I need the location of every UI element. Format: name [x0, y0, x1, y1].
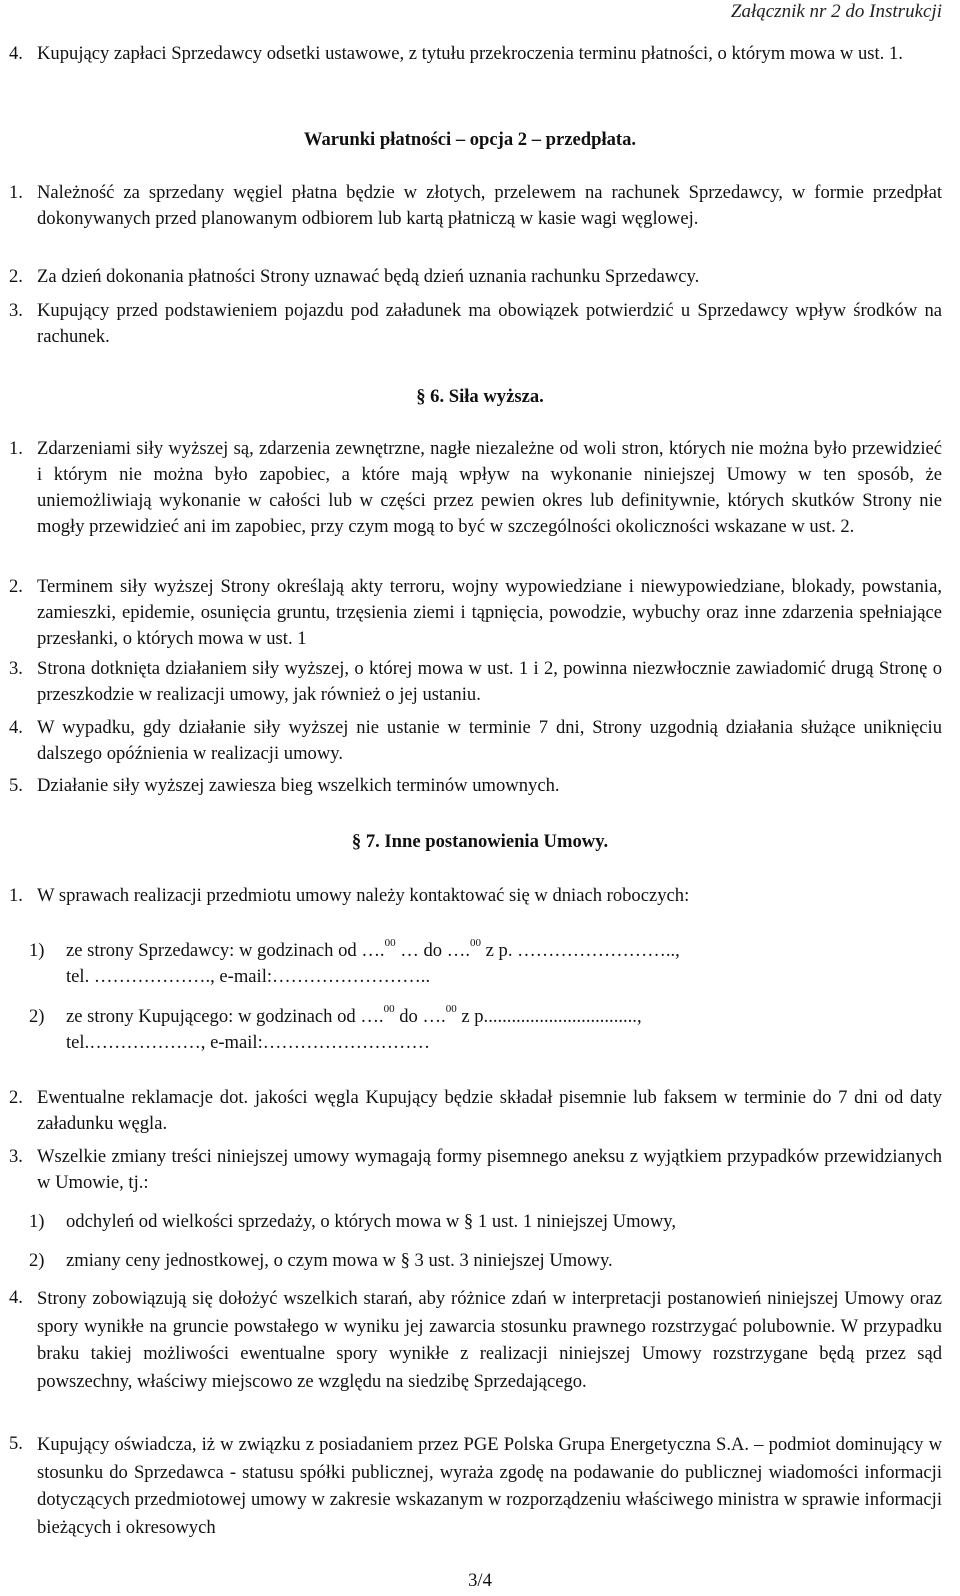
paragraph-text: Kupujący zapłaci Sprzedawcy odsetki ustawowe, z tytułu przekroczenia terminu płatności, o którym mowa w ust. 1. [37, 43, 903, 64]
paragraph-text: Wszelkie zmiany treści niniejszej umowy wymagają formy pisemnego aneksu z wyjątkiem przypadków przewidzianych w Umowie, tj.: [37, 1146, 942, 1193]
payment-item-3 [9, 298, 942, 350]
paragraph-number: 4. [9, 43, 23, 64]
paragraph-number: 2. [9, 266, 23, 287]
section-7-heading: § 7. Inne postanowienia Umowy. [351, 831, 609, 852]
list-number: 2) [29, 1006, 45, 1027]
list-number: 1) [29, 1211, 45, 1232]
list-number: 1) [29, 940, 45, 961]
payment-heading: Warunki płatności – opcja 2 – przedpłata. [303, 129, 637, 150]
paragraph-number: 2. [9, 1087, 23, 1108]
paragraph-text: Ewentualne reklamacje dot. jakości węgla Kupujący będzie składał pisemnie lub faksem w terminie do 7 dni od daty załadunku węgla. [37, 1087, 942, 1134]
paragraph-number: 2. [9, 576, 23, 597]
other-item-5 [9, 1431, 942, 1541]
contact-phone-email: tel. ………………., e-mail:…………………….. [66, 966, 431, 987]
other-item-4 [9, 1285, 942, 1395]
contact-hours-to: do …. [394, 1006, 446, 1027]
contact-seller [29, 938, 942, 990]
minutes-superscript: 00 [469, 936, 481, 949]
paragraph-text: W wypadku, gdy działanie siły wyższej nie ustanie w terminie 7 dni, Strony uzgodnią działania służące uniknięciu dalszego opóźnienia w realizacji umowy. [37, 717, 942, 764]
force-item-2 [9, 574, 942, 652]
paragraph-number: 4. [9, 1287, 23, 1308]
paragraph-number: 1. [9, 438, 23, 459]
paragraph-number: 5. [9, 775, 23, 796]
paragraph-text: Kupujący przed podstawieniem pojazdu pod załadunek ma obowiązek potwierdzić u Sprzedawcy wpływ środków na rachunek. [37, 300, 942, 347]
list-text: zmiany ceny jednostkowej, o czym mowa w § 3 ust. 3 niniejszej Umowy. [66, 1250, 613, 1271]
list-text: odchyleń od wielkości sprzedaży, o których mowa w § 1 ust. 1 niniejszej Umowy, [66, 1211, 677, 1232]
contact-person: z p................................., [456, 1006, 642, 1027]
paragraph-text: W sprawach realizacji przedmiotu umowy należy kontaktować się w dniach roboczych: [37, 885, 690, 906]
force-item-3 [9, 656, 942, 708]
paragraph-number: 3. [9, 300, 23, 321]
attachment-label: Załącznik nr 2 do Instrukcji [730, 1, 942, 22]
paragraph-text: Terminem siły wyższej Strony określają akty terroru, wojny wypowiedziane i niewypowiedziane, blokady, powstania, zamieszki, epidemie, osunięcia gruntu, trzęsienia ziemi i tąpnięcia, powodzie, wybuchy oraz inne zdarzenia spełniające przesłanki, o których mowa w ust. 1 [37, 576, 942, 649]
paragraph-number: 5. [9, 1433, 23, 1454]
minutes-superscript: 00 [445, 1002, 457, 1015]
section-6-heading: § 6. Siła wyższa. [416, 386, 544, 407]
paragraph-number: 4. [9, 717, 23, 738]
minutes-superscript: 00 [384, 936, 396, 949]
paragraph-text: Strony zobowiązują się dołożyć wszelkich starań, aby różnice zdań w interpretacji postanowień niniejszej Umowy oraz spory wynikłe na gruncie powstałego w wyniku jej zawarcia stosunku prawnego rozstrzygać polubownie. W przypadku braku takiej możliwości ewentualne spory wynikłe z realizacji niniejszej Umowy rozstrzygane będą przez sąd powszechny, właściwy miejscowo ze względu na siedzibę Sprzedającego. [37, 1288, 942, 1392]
contact-hours-to: … do …. [395, 940, 470, 961]
contact-line [66, 1004, 942, 1030]
contact-hours-text: ze strony Sprzedawcy: w godzinach od …. [66, 940, 385, 961]
paragraph-number: 3. [9, 658, 23, 679]
other-item-3 [9, 1144, 942, 1196]
contact-buyer [29, 1004, 942, 1056]
force-item-4 [9, 715, 942, 767]
paragraph-number: 1. [9, 182, 23, 203]
paragraph-text: Strona dotknięta działaniem siły wyższej, o której mowa w ust. 1 i 2, powinna niezwłocznie zawiadomić drugą Stronę o przeszkodzie w realizacji umowy, jak również o jej ustaniu. [37, 658, 942, 705]
other-item-2 [9, 1085, 942, 1137]
paragraph-text: Kupujący oświadcza, iż w związku z posiadaniem przez PGE Polska Grupa Energetyczna S.A. – podmiot dominujący w stosunku do Sprzedawca - statusu spółki publicznej, wyraża zgodę na podawanie do publicznej wiadomości informacji dotyczących przedmiotowej umowy w zakresie wskazanym w rozporządzeniu właściwego ministra w sprawie informacji bieżących i okresowych [37, 1434, 942, 1538]
force-item-5 [9, 773, 942, 799]
paragraph-text: Działanie siły wyższej zawiesza bieg wszelkich terminów umownych. [37, 775, 560, 796]
contact-hours-text: ze strony Kupującego: w godzinach od …. [66, 1006, 384, 1027]
paragraph-number: 3. [9, 1146, 23, 1167]
contact-person: z p. …………………….., [480, 940, 680, 961]
exception-item-2 [29, 1248, 942, 1274]
payment-item-1 [9, 180, 942, 232]
contact-line [66, 938, 942, 964]
force-item-1 [9, 436, 942, 540]
contact-phone-email: tel.………………, e-mail:……………………… [66, 1032, 431, 1053]
page-number: 3/4 [468, 1570, 492, 1591]
minutes-superscript: 00 [383, 1002, 395, 1015]
payment-item-2 [9, 264, 942, 290]
other-item-1 [9, 883, 942, 909]
intro-paragraph-4 [9, 41, 942, 67]
exception-item-1 [29, 1209, 942, 1235]
paragraph-text: Należność za sprzedany węgiel płatna będzie w złotych, przelewem na rachunek Sprzedawcy, w formie przedpłat dokonywanych przed planowanym odbiorem lub kartą płatniczą w kasie wagi węglowej. [37, 182, 942, 229]
paragraph-text: Za dzień dokonania płatności Strony uznawać będą dzień uznania rachunku Sprzedawcy. [37, 266, 700, 287]
paragraph-number: 1. [9, 885, 23, 906]
paragraph-text: Zdarzeniami siły wyższej są, zdarzenia zewnętrzne, nagłe niezależne od woli stron, których nie można było przewidzieć i którym nie można było zapobiec, a które mają wpływ na wykonanie niniejszej Umowy w ten sposób, że uniemożliwiają wykonanie w całości lub w części przez pewien okres lub definitywnie, których skutków Strony nie mogły przewidzieć ani im zapobiec, przy czym mogą to być w szczególności okoliczności wskazane w ust. 2. [37, 438, 942, 537]
list-number: 2) [29, 1250, 45, 1271]
